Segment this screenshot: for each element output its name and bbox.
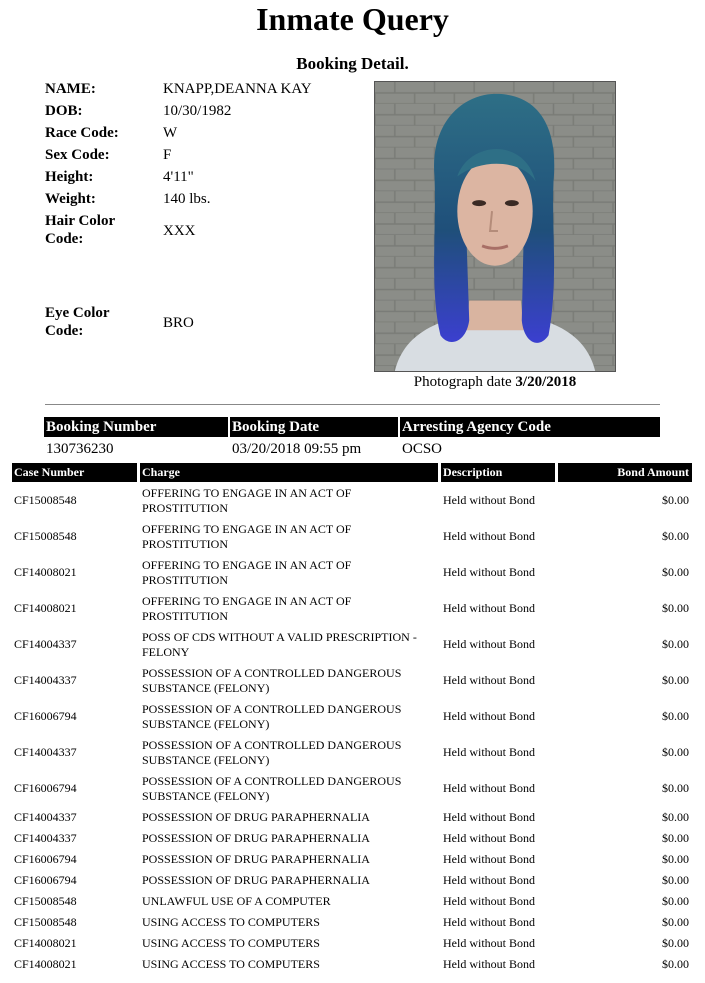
charge-header: Charge [140, 463, 438, 482]
case-number-cell: CF14008021 [14, 957, 77, 971]
bond-amount-cell: $0.00 [662, 493, 689, 507]
hair-color-label: Hair Color Code: [45, 213, 115, 247]
case-number-cell: CF14004337 [14, 673, 77, 687]
case-number-cell: CF15008548 [14, 894, 77, 908]
height-label: Height: [45, 169, 94, 185]
height-value: 4'11" [163, 169, 194, 185]
case-number-cell: CF14008021 [14, 601, 77, 615]
charge-cell: POSSESSION OF DRUG PARAPHERNALIA [142, 852, 370, 866]
description-cell: Held without Bond [443, 745, 535, 759]
dob-value: 10/30/1982 [163, 103, 232, 119]
hair-color-value: XXX [163, 223, 196, 239]
booking-date-value: 03/20/2018 09:55 pm [232, 441, 362, 457]
description-cell: Held without Bond [443, 936, 535, 950]
divider [45, 404, 660, 405]
description-cell: Held without Bond [443, 894, 535, 908]
description-cell: Held without Bond [443, 565, 535, 579]
race-code-label: Race Code: [45, 125, 119, 141]
description-cell: Held without Bond [443, 637, 535, 651]
description-cell: Held without Bond [443, 781, 535, 795]
case-number-cell: CF14004337 [14, 637, 77, 651]
bond-amount-cell: $0.00 [662, 745, 689, 759]
bond-amount-cell: $0.00 [662, 709, 689, 723]
description-cell: Held without Bond [443, 673, 535, 687]
photo-date: 3/20/2018 [515, 374, 577, 390]
case-number-cell: CF16006794 [14, 709, 77, 723]
charge-cell: USING ACCESS TO COMPUTERS [142, 957, 320, 971]
case-number-cell: CF15008548 [14, 529, 77, 543]
charge-cell: POSSESSION OF DRUG PARAPHERNALIA [142, 873, 370, 887]
bond-amount-cell: $0.00 [662, 810, 689, 824]
case-number-cell: CF16006794 [14, 873, 77, 887]
bond-amount-cell: $0.00 [662, 565, 689, 579]
eye-color-label: Eye Color Code: [45, 305, 110, 339]
inmate-photo [374, 81, 616, 372]
name-label: NAME: [45, 81, 96, 97]
bond-amount-cell: $0.00 [662, 957, 689, 971]
description-cell: Held without Bond [443, 852, 535, 866]
case-number-cell: CF15008548 [14, 493, 77, 507]
case-number-cell: CF14004337 [14, 831, 77, 845]
case-number-cell: CF16006794 [14, 852, 77, 866]
description-cell: Held without Bond [443, 529, 535, 543]
description-cell: Held without Bond [443, 831, 535, 845]
charge-cell: POSSESSION OF DRUG PARAPHERNALIA [142, 831, 370, 845]
bond-amount-cell: $0.00 [662, 852, 689, 866]
bond-amount-header: Bond Amount [558, 463, 692, 482]
charge-cell: OFFERING TO ENGAGE IN AN ACT OF PROSTITUTION [142, 522, 352, 551]
charge-cell: POSS OF CDS WITHOUT A VALID PRESCRIPTION - FELONY [142, 630, 417, 659]
charge-cell: POSSESSION OF DRUG PARAPHERNALIA [142, 810, 370, 824]
case-number-cell: CF16006794 [14, 781, 77, 795]
description-cell: Held without Bond [443, 957, 535, 971]
charge-cell: POSSESSION OF A CONTROLLED DANGEROUS SUBSTANCE (FELONY) [142, 738, 402, 767]
charge-cell: UNLAWFUL USE OF A COMPUTER [142, 894, 331, 908]
photo-caption [374, 373, 616, 391]
description-cell: Held without Bond [443, 493, 535, 507]
page-subtitle: Booking Detail. [296, 54, 409, 73]
charge-cell: USING ACCESS TO COMPUTERS [142, 936, 320, 950]
bond-amount-cell: $0.00 [662, 831, 689, 845]
bond-amount-cell: $0.00 [662, 673, 689, 687]
bond-amount-cell: $0.00 [662, 873, 689, 887]
bond-amount-cell: $0.00 [662, 601, 689, 615]
charge-cell: OFFERING TO ENGAGE IN AN ACT OF PROSTITUTION [142, 594, 352, 623]
case-number-header: Case Number [12, 463, 137, 482]
race-code-value: W [163, 125, 178, 141]
eye-color-value: BRO [163, 315, 194, 331]
page-title: Inmate Query [256, 1, 449, 37]
booking-date-header: Booking Date [230, 417, 398, 437]
weight-label: Weight: [45, 191, 96, 207]
booking-number-value: 130736230 [46, 441, 114, 457]
case-number-cell: CF14004337 [14, 810, 77, 824]
charge-cell: POSSESSION OF A CONTROLLED DANGEROUS SUBSTANCE (FELONY) [142, 774, 402, 803]
case-number-cell: CF15008548 [14, 915, 77, 929]
case-number-cell: CF14008021 [14, 936, 77, 950]
bond-amount-cell: $0.00 [662, 894, 689, 908]
charge-cell: POSSESSION OF A CONTROLLED DANGEROUS SUBSTANCE (FELONY) [142, 666, 402, 695]
bond-amount-cell: $0.00 [662, 936, 689, 950]
weight-value: 140 lbs. [163, 191, 211, 207]
bond-amount-cell: $0.00 [662, 915, 689, 929]
charge-cell: OFFERING TO ENGAGE IN AN ACT OF PROSTITUTION [142, 486, 352, 515]
booking-number-header: Booking Number [44, 417, 228, 437]
sex-code-value: F [163, 147, 172, 163]
dob-label: DOB: [45, 103, 83, 119]
sex-code-label: Sex Code: [45, 147, 110, 163]
description-cell: Held without Bond [443, 601, 535, 615]
arresting-agency-value: OCSO [402, 441, 443, 457]
name-value: KNAPP,DEANNA KAY [163, 81, 312, 97]
bond-amount-cell: $0.00 [662, 529, 689, 543]
case-number-cell: CF14008021 [14, 565, 77, 579]
booking-photo-image [375, 82, 615, 371]
photo-caption-prefix: Photograph date [413, 374, 512, 390]
description-cell: Held without Bond [443, 709, 535, 723]
description-cell: Held without Bond [443, 873, 535, 887]
charge-cell: OFFERING TO ENGAGE IN AN ACT OF PROSTITUTION [142, 558, 352, 587]
bond-amount-cell: $0.00 [662, 781, 689, 795]
case-number-cell: CF14004337 [14, 745, 77, 759]
description-cell: Held without Bond [443, 810, 535, 824]
description-cell: Held without Bond [443, 915, 535, 929]
bond-amount-cell: $0.00 [662, 637, 689, 651]
charge-cell: USING ACCESS TO COMPUTERS [142, 915, 320, 929]
description-header: Description [441, 463, 555, 482]
charge-cell: POSSESSION OF A CONTROLLED DANGEROUS SUBSTANCE (FELONY) [142, 702, 402, 731]
arresting-agency-header: Arresting Agency Code [400, 417, 660, 437]
